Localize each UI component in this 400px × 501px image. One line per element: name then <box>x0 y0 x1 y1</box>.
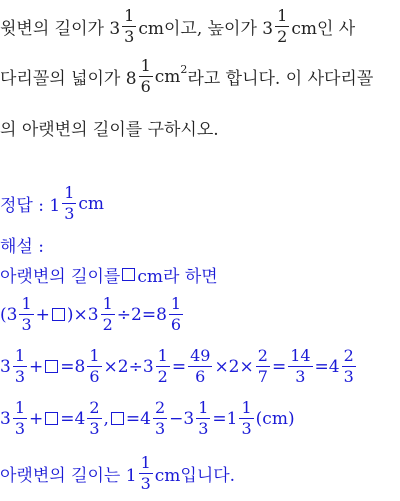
denominator: 6 <box>170 315 182 334</box>
eq-text: + <box>29 356 44 377</box>
fraction <box>139 58 153 95</box>
superscript: 2 <box>180 63 188 76</box>
numerator: 14 <box>290 346 311 365</box>
answer-label: 정답 : 1 <box>0 196 61 216</box>
denominator: 3 <box>64 204 75 223</box>
eq-text: + <box>35 304 50 325</box>
explanation-text: 아랫변의 길이는 1 <box>0 466 137 486</box>
numerator: 1 <box>198 398 209 417</box>
numerator: 1 <box>277 6 288 25</box>
numerator: 2 <box>89 398 100 417</box>
equation-1 <box>0 296 185 333</box>
fraction <box>13 348 27 385</box>
denominator: 3 <box>14 367 26 386</box>
denominator: 2 <box>277 27 288 46</box>
eq-text: ×2× <box>214 356 254 377</box>
eq-text: =8 <box>60 356 86 377</box>
fraction <box>13 400 27 437</box>
numerator: 1 <box>140 453 151 472</box>
question-text: 의 아랫변의 길이를 구하시오. <box>0 120 219 140</box>
denominator: 3 <box>198 419 209 438</box>
eq-text: ×2÷3 <box>103 356 154 377</box>
fraction <box>169 296 183 333</box>
explanation-text: 아랫변의 길이를 <box>0 267 121 287</box>
numerator: 2 <box>154 398 166 417</box>
final-statement <box>0 455 235 492</box>
fraction <box>62 185 76 222</box>
fraction <box>87 348 101 385</box>
fraction <box>19 296 33 333</box>
eq-text: ÷2=8 <box>116 304 167 325</box>
numerator: 2 <box>343 346 354 365</box>
fraction <box>288 348 312 385</box>
numerator: 1 <box>157 346 168 365</box>
numerator: 1 <box>140 56 151 75</box>
equation-2 <box>0 348 358 385</box>
numerator: 2 <box>257 346 268 365</box>
eq-text: =4 <box>60 408 86 429</box>
question-line-2 <box>0 58 373 95</box>
eq-text: + <box>29 408 44 429</box>
denominator: 3 <box>154 419 166 438</box>
numerator: 1 <box>14 398 26 417</box>
denominator: 3 <box>14 419 26 438</box>
numerator: 1 <box>14 346 26 365</box>
denominator: 6 <box>195 367 206 386</box>
eq-text: (cm) <box>255 408 295 429</box>
fraction <box>256 348 270 385</box>
fraction <box>188 348 212 385</box>
unknown-box <box>52 308 65 321</box>
eq-text: =4 <box>125 408 151 429</box>
fraction <box>87 400 101 437</box>
question-text: cm <box>154 66 181 87</box>
fraction <box>139 455 153 492</box>
unknown-box <box>45 360 58 373</box>
numerator: 1 <box>102 294 113 313</box>
fraction <box>342 348 356 385</box>
numerator: 1 <box>89 346 100 365</box>
eq-text: 3 <box>0 408 11 429</box>
explanation-text: cm입니다. <box>154 466 236 486</box>
unknown-box <box>111 412 124 425</box>
question-text: 다리꼴의 넓이가 8 <box>0 69 137 89</box>
denominator: 6 <box>89 367 100 386</box>
answer-line <box>0 185 104 222</box>
denominator: 3 <box>241 419 252 438</box>
numerator: 1 <box>124 6 135 25</box>
explanation-intro <box>0 262 218 287</box>
fraction <box>101 296 115 333</box>
question-line-3 <box>0 115 219 140</box>
fraction <box>156 348 170 385</box>
denominator: 3 <box>124 27 135 46</box>
eq-text: =4 <box>314 356 340 377</box>
fraction <box>239 400 253 437</box>
question-text: 라고 합니다. 이 사다리꼴 <box>187 69 374 89</box>
question-text: cm인 사 <box>291 19 356 39</box>
unknown-box <box>122 268 135 281</box>
denominator: 7 <box>257 367 268 386</box>
fraction <box>196 400 210 437</box>
unknown-box <box>45 412 58 425</box>
numerator: 1 <box>64 183 75 202</box>
denominator: 6 <box>140 77 151 96</box>
fraction <box>275 8 289 45</box>
numerator: 1 <box>170 294 182 313</box>
denominator: 3 <box>89 419 100 438</box>
eq-text: = <box>271 356 287 377</box>
numerator: 49 <box>190 346 211 365</box>
question-line-1 <box>0 8 355 45</box>
explanation-header-text: 해설 : <box>0 237 44 257</box>
denominator: 3 <box>140 474 151 493</box>
denominator: 3 <box>295 367 306 386</box>
question-text: 윗변의 길이가 3 <box>0 19 121 39</box>
denominator: 3 <box>21 315 32 334</box>
eq-text: , <box>103 408 109 429</box>
denominator: 2 <box>157 367 168 386</box>
fraction <box>153 400 167 437</box>
answer-unit: cm <box>78 193 105 214</box>
numerator: 1 <box>21 294 32 313</box>
fraction <box>122 8 136 45</box>
eq-text: 3 <box>0 356 11 377</box>
eq-text: = <box>171 356 187 377</box>
eq-text: (3 <box>0 304 18 325</box>
numerator: 1 <box>241 398 252 417</box>
question-text: cm이고, 높이가 3 <box>138 19 274 39</box>
explanation-header <box>0 232 44 257</box>
explanation-text: cm라 하면 <box>137 267 218 287</box>
denominator: 2 <box>102 315 113 334</box>
equation-3 <box>0 400 295 437</box>
denominator: 3 <box>343 367 354 386</box>
eq-text: −3 <box>169 408 195 429</box>
eq-text: =1 <box>212 408 238 429</box>
eq-text: )×3 <box>66 304 99 325</box>
